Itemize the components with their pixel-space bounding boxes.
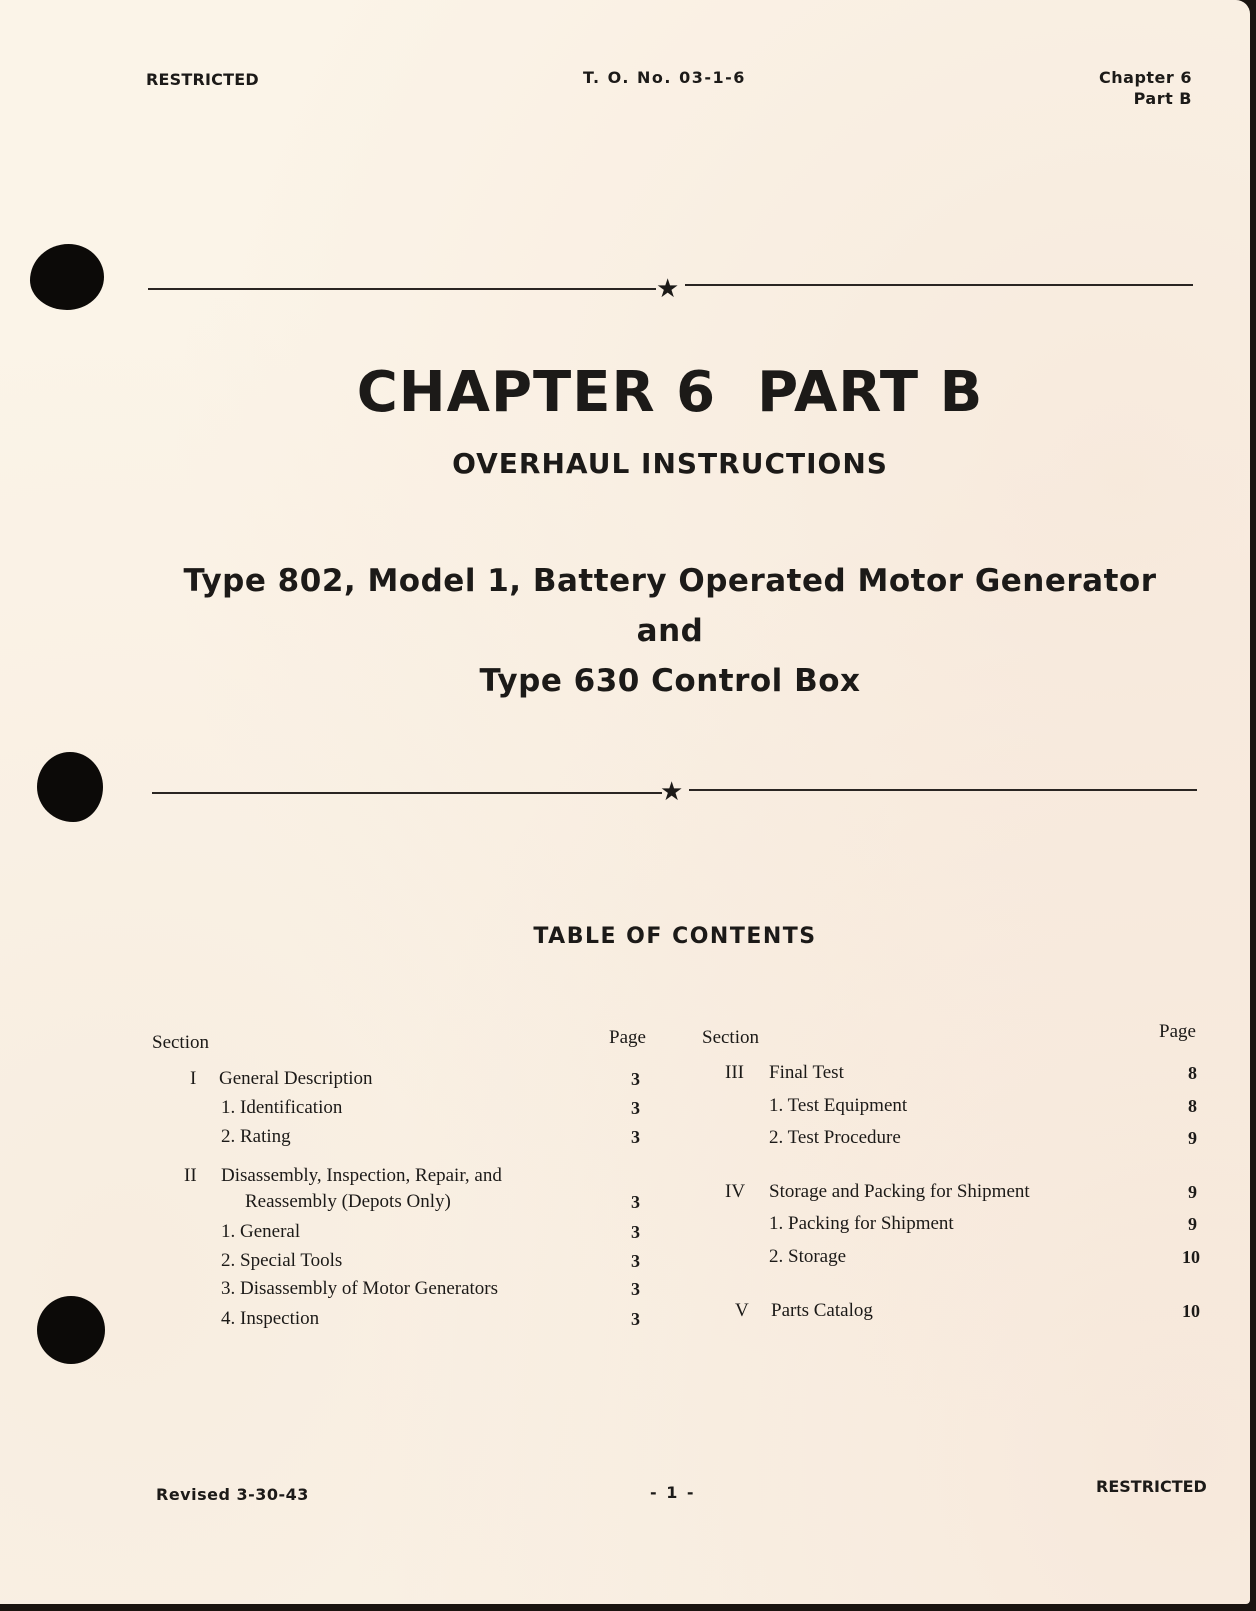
toc-entry-test-procedure[interactable]: 2. Test Procedure [769,1127,901,1148]
toc-page: 3 [631,1279,640,1299]
page-subtitle: OVERHAUL INSTRUCTIONS [452,447,888,480]
toc-page: 10 [1182,1301,1200,1321]
toc-entry-identification[interactable]: 1. Identification [221,1097,343,1118]
toc-right-page-header: Page [1159,1021,1196,1042]
punch-hole-top [30,244,104,310]
toc-page: 3 [631,1127,640,1147]
footer-classification: RESTRICTED [1096,1477,1207,1496]
toc-page: 3 [631,1098,640,1118]
toc-left-section-header: Section [152,1032,209,1053]
toc-entry-packing-shipment[interactable]: 1. Packing for Shipment [769,1213,954,1234]
toc-page: 9 [1188,1214,1197,1234]
header-chapter: Chapter 6 [1099,68,1192,87]
toc-page: 8 [1188,1096,1197,1116]
toc-entry-disassembly-inspection-repair[interactable]: Disassembly, Inspection, Repair, and [221,1165,502,1186]
toc-page: 10 [1182,1247,1200,1267]
toc-entry-storage-packing[interactable]: Storage and Packing for Shipment [769,1181,1030,1202]
footer-page-number: - 1 - [650,1483,696,1502]
subject-line-2: and [636,613,704,649]
toc-numeral: I [190,1068,197,1089]
header-document-number: T. O. No. 03-1-6 [583,68,746,87]
star-icon: ★ [660,777,684,807]
divider-line-top-right [685,284,1193,286]
toc-page: 3 [631,1192,640,1212]
toc-numeral: III [725,1062,744,1083]
toc-page: 9 [1188,1182,1197,1202]
toc-numeral: II [184,1165,197,1186]
toc-page: 3 [631,1251,640,1271]
toc-page: 9 [1188,1128,1197,1148]
toc-entry-rating[interactable]: 2. Rating [221,1126,291,1147]
footer-revision: Revised 3-30-43 [156,1485,309,1504]
toc-right-section-header: Section [702,1027,759,1048]
toc-entry-disassembly-motor-generators[interactable]: 3. Disassembly of Motor Generators [221,1278,499,1299]
divider-line-bottom-left [152,792,662,794]
divider-line-top-left [148,288,656,290]
toc-entry-general-description[interactable]: General Description [219,1068,373,1089]
toc-entry-test-equipment[interactable]: 1. Test Equipment [769,1095,908,1116]
toc-title: TABLE OF CONTENTS [533,924,817,949]
star-icon: ★ [656,274,680,304]
toc-page: 3 [631,1309,640,1329]
toc-left-page-header: Page [609,1027,646,1048]
header-part: Part B [1133,89,1192,108]
toc-entry-reassembly[interactable]: Reassembly (Depots Only) [245,1191,451,1212]
toc-entry-special-tools[interactable]: 2. Special Tools [221,1250,343,1271]
toc-page: 3 [631,1069,640,1089]
toc-entry-storage[interactable]: 2. Storage [769,1246,847,1267]
toc-numeral: IV [725,1181,746,1202]
toc-entry-parts-catalog[interactable]: Parts Catalog [771,1300,873,1321]
header-classification: RESTRICTED [146,70,259,89]
page-title: CHAPTER 6 PART B [356,360,984,425]
punch-hole-middle [37,752,103,822]
toc-entry-final-test[interactable]: Final Test [769,1062,844,1083]
punch-hole-bottom [37,1296,105,1364]
toc-page: 8 [1188,1063,1197,1083]
divider-line-bottom-right [689,789,1197,791]
toc-numeral: V [735,1300,749,1321]
subject-line-1: Type 802, Model 1, Battery Operated Motor Generator [183,563,1157,599]
subject-line-3: Type 630 Control Box [479,663,861,699]
toc-page: 3 [631,1222,640,1242]
header-chapter-part [1099,67,1192,109]
toc-entry-general[interactable]: 1. General [221,1221,301,1242]
toc-entry-inspection[interactable]: 4. Inspection [221,1308,320,1329]
